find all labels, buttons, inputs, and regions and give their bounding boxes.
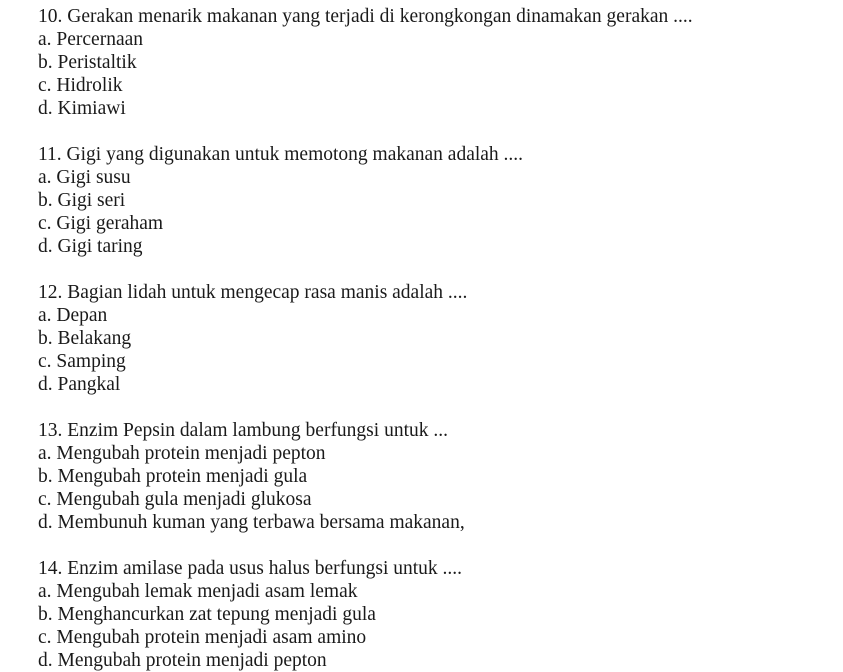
option-d: d. Mengubah protein menjadi pepton [38,650,327,671]
option-c: c. Mengubah gula menjadi glukosa [38,489,312,510]
option-c: c. Hidrolik [38,75,123,96]
option-b: b. Belakang [38,328,132,349]
option-a: a. Mengubah lemak menjadi asam lemak [38,581,358,602]
question-text: 11. Gigi yang digunakan untuk memotong makanan adalah .... [38,144,524,165]
question-11 [38,143,838,258]
question-12 [38,281,838,396]
option-list [38,28,838,120]
option-list [38,166,838,258]
option-b: b. Menghancurkan zat tepung menjadi gula [38,604,376,625]
option-list [38,442,838,534]
question-sheet [38,5,838,672]
option-c: c. Mengubah protein menjadi asam amino [38,627,367,648]
option-a: a. Gigi susu [38,167,131,188]
option-a: a. Mengubah protein menjadi pepton [38,443,326,464]
option-list [38,304,838,396]
question-14 [38,557,838,672]
question-text: 10. Gerakan menarik makanan yang terjadi di kerongkongan dinamakan gerakan .... [38,6,693,27]
option-list [38,580,838,672]
option-d: d. Kimiawi [38,98,126,119]
option-b: b. Mengubah protein menjadi gula [38,466,308,487]
option-a: a. Depan [38,305,108,326]
option-c: c. Gigi geraham [38,213,164,234]
question-text: 13. Enzim Pepsin dalam lambung berfungsi untuk ... [38,420,448,441]
question-text: 14. Enzim amilase pada usus halus berfungsi untuk .... [38,558,463,579]
option-d: d. Pangkal [38,374,121,395]
question-text: 12. Bagian lidah untuk mengecap rasa manis adalah .... [38,282,468,303]
option-b: b. Gigi seri [38,190,126,211]
option-d: d. Gigi taring [38,236,143,257]
question-10 [38,5,838,120]
option-c: c. Samping [38,351,126,372]
option-d: d. Membunuh kuman yang terbawa bersama makanan, [38,512,465,533]
question-13 [38,419,838,534]
option-a: a. Percernaan [38,29,144,50]
option-b: b. Peristaltik [38,52,137,73]
